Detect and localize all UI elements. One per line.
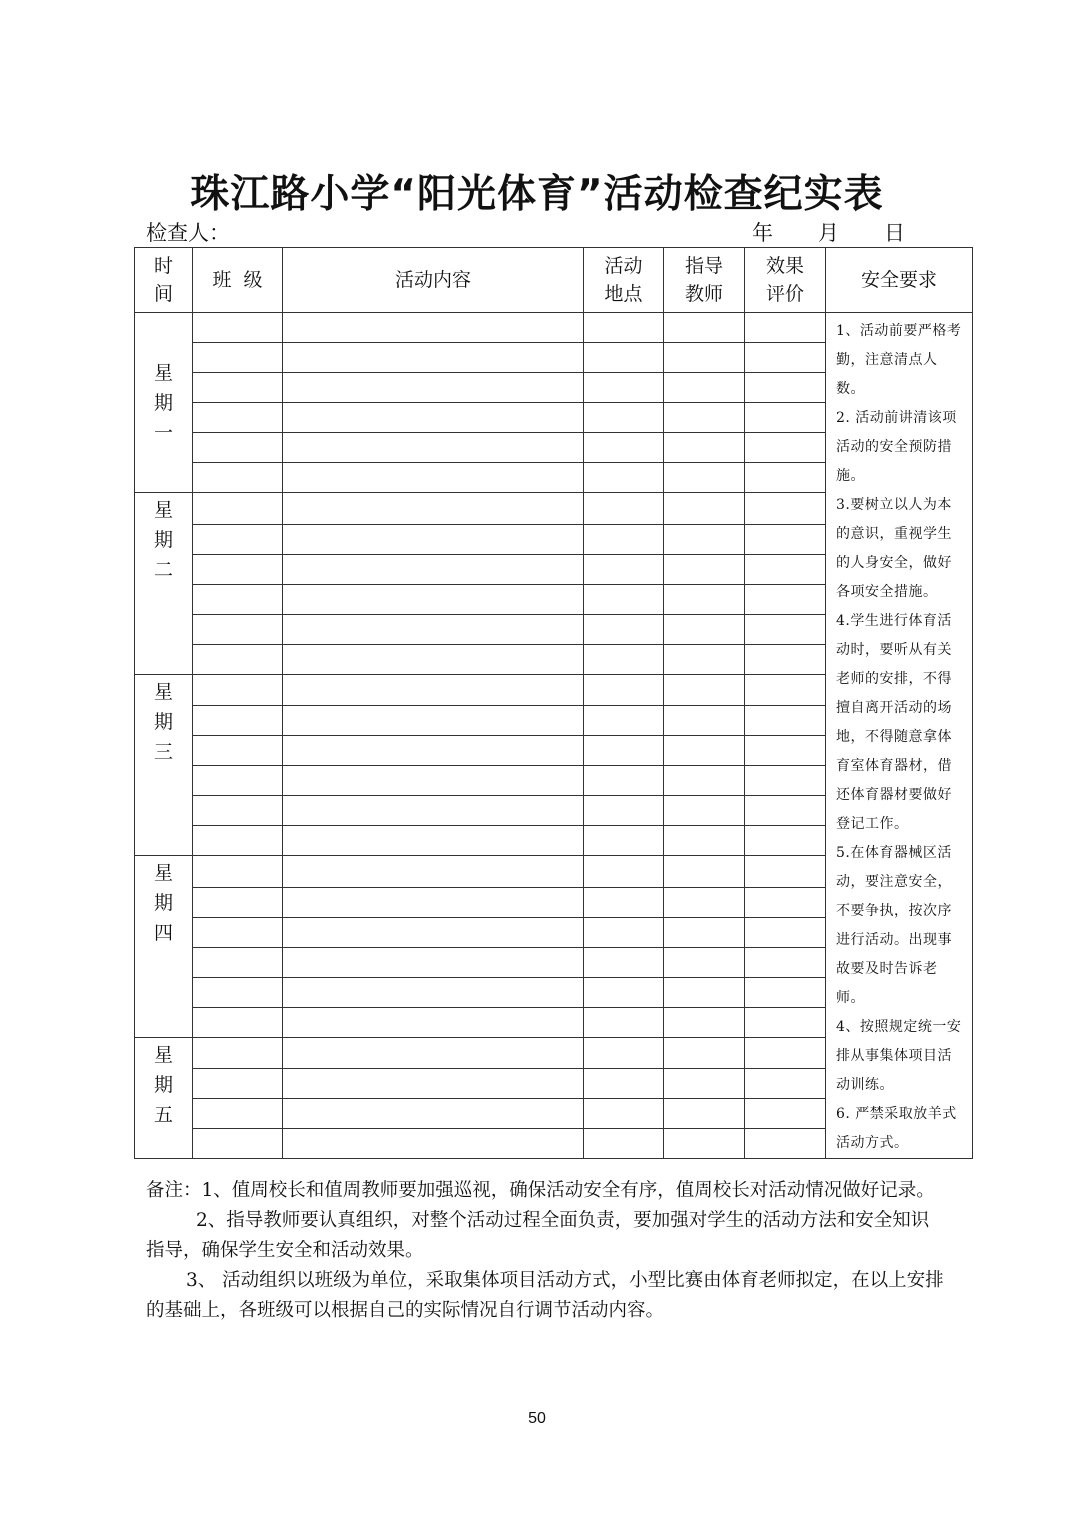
evaluation-cell[interactable] bbox=[745, 463, 826, 493]
header-location: 活动 地点 bbox=[584, 248, 664, 313]
class-cell[interactable] bbox=[193, 826, 283, 856]
location-cell[interactable] bbox=[584, 584, 664, 614]
content-cell[interactable] bbox=[283, 947, 584, 977]
evaluation-cell[interactable] bbox=[745, 313, 826, 343]
note-2: 2、指导教师要认真组织，对整个活动过程全面负责，要加强对学生的活动方法和安全知识指导，确保学生安全和活动效果。 bbox=[146, 1210, 930, 1261]
class-cell[interactable] bbox=[193, 887, 283, 917]
location-cell[interactable] bbox=[584, 614, 664, 644]
teacher-cell[interactable] bbox=[664, 917, 745, 947]
content-cell[interactable] bbox=[283, 313, 584, 343]
location-cell[interactable] bbox=[584, 524, 664, 554]
day-label: 星 期 五 bbox=[135, 1037, 193, 1159]
class-cell[interactable] bbox=[193, 614, 283, 644]
safety-item: 3.要树立以人为本的意识，重视学生的人身安全，做好各项安全措施。 bbox=[836, 497, 952, 600]
teacher-cell[interactable] bbox=[664, 343, 745, 373]
evaluation-cell[interactable] bbox=[745, 826, 826, 856]
class-cell[interactable] bbox=[193, 1007, 283, 1037]
teacher-cell[interactable] bbox=[664, 493, 745, 525]
location-cell[interactable] bbox=[584, 1099, 664, 1129]
class-cell[interactable] bbox=[193, 947, 283, 977]
teacher-cell[interactable] bbox=[664, 706, 745, 736]
evaluation-cell[interactable] bbox=[745, 947, 826, 977]
header-content: 活动内容 bbox=[283, 248, 584, 313]
content-cell[interactable] bbox=[283, 887, 584, 917]
safety-requirements bbox=[826, 313, 973, 1159]
teacher-cell[interactable] bbox=[664, 1037, 745, 1069]
evaluation-cell[interactable] bbox=[745, 403, 826, 433]
teacher-cell[interactable] bbox=[664, 373, 745, 403]
evaluation-cell[interactable] bbox=[745, 796, 826, 826]
evaluation-cell[interactable] bbox=[745, 644, 826, 674]
header-evaluation: 效果 评价 bbox=[745, 248, 826, 313]
evaluation-cell[interactable] bbox=[745, 1037, 826, 1069]
evaluation-cell[interactable] bbox=[745, 1069, 826, 1099]
day-label: 星 期 四 bbox=[135, 856, 193, 1038]
location-cell[interactable] bbox=[584, 1129, 664, 1159]
teacher-cell[interactable] bbox=[664, 674, 745, 706]
teacher-cell[interactable] bbox=[664, 1129, 745, 1159]
evaluation-cell[interactable] bbox=[745, 917, 826, 947]
safety-item: 4.学生进行体育活动时，要听从有关老师的安排，不得擅自离开活动的场地，不得随意拿体育室体育器材，借还体育器材要做好登记工作。 bbox=[836, 613, 952, 832]
evaluation-cell[interactable] bbox=[745, 343, 826, 373]
teacher-cell[interactable] bbox=[664, 1069, 745, 1099]
content-cell[interactable] bbox=[283, 1129, 584, 1159]
teacher-cell[interactable] bbox=[664, 947, 745, 977]
note-1: 备注：1、值周校长和值周教师要加强巡视，确保活动安全有序，值周校长对活动情况做好记录。 bbox=[146, 1180, 935, 1201]
teacher-cell[interactable] bbox=[664, 887, 745, 917]
class-cell[interactable] bbox=[193, 644, 283, 674]
location-cell[interactable] bbox=[584, 1037, 664, 1069]
header-teacher: 指导 教师 bbox=[664, 248, 745, 313]
class-cell[interactable] bbox=[193, 403, 283, 433]
location-cell[interactable] bbox=[584, 706, 664, 736]
content-cell[interactable] bbox=[283, 433, 584, 463]
class-cell[interactable] bbox=[193, 1129, 283, 1159]
header-class: 班 级 bbox=[193, 248, 283, 313]
location-cell[interactable] bbox=[584, 977, 664, 1007]
teacher-cell[interactable] bbox=[664, 1099, 745, 1129]
content-cell[interactable] bbox=[283, 1007, 584, 1037]
teacher-cell[interactable] bbox=[664, 644, 745, 674]
teacher-cell[interactable] bbox=[664, 433, 745, 463]
teacher-cell[interactable] bbox=[664, 977, 745, 1007]
safety-item: 6. 严禁采取放羊式活动方式。 bbox=[836, 1106, 957, 1151]
location-cell[interactable] bbox=[584, 343, 664, 373]
class-cell[interactable] bbox=[193, 1037, 283, 1069]
evaluation-cell[interactable] bbox=[745, 1129, 826, 1159]
location-cell[interactable] bbox=[584, 887, 664, 917]
table-row bbox=[135, 313, 973, 343]
location-cell[interactable] bbox=[584, 373, 664, 403]
evaluation-cell[interactable] bbox=[745, 674, 826, 706]
location-cell[interactable] bbox=[584, 766, 664, 796]
teacher-cell[interactable] bbox=[664, 313, 745, 343]
evaluation-cell[interactable] bbox=[745, 373, 826, 403]
location-cell[interactable] bbox=[584, 1007, 664, 1037]
notes-section bbox=[146, 1176, 946, 1326]
content-cell[interactable] bbox=[283, 1099, 584, 1129]
location-cell[interactable] bbox=[584, 736, 664, 766]
location-cell[interactable] bbox=[584, 493, 664, 525]
date-line bbox=[752, 217, 905, 247]
evaluation-cell[interactable] bbox=[745, 584, 826, 614]
teacher-cell[interactable] bbox=[664, 766, 745, 796]
teacher-cell[interactable] bbox=[664, 584, 745, 614]
class-cell[interactable] bbox=[193, 313, 283, 343]
day-label: 星 期 二 bbox=[135, 493, 193, 675]
evaluation-cell[interactable] bbox=[745, 493, 826, 525]
evaluation-cell[interactable] bbox=[745, 433, 826, 463]
class-cell[interactable] bbox=[193, 917, 283, 947]
day-label: 星 期 一 bbox=[135, 313, 193, 493]
class-cell[interactable] bbox=[193, 977, 283, 1007]
teacher-cell[interactable] bbox=[664, 463, 745, 493]
location-cell[interactable] bbox=[584, 1069, 664, 1099]
content-cell[interactable] bbox=[283, 1069, 584, 1099]
content-cell[interactable] bbox=[283, 1037, 584, 1069]
content-cell[interactable] bbox=[283, 674, 584, 706]
class-cell[interactable] bbox=[193, 766, 283, 796]
content-cell[interactable] bbox=[283, 493, 584, 525]
class-cell[interactable] bbox=[193, 1099, 283, 1129]
teacher-cell[interactable] bbox=[664, 524, 745, 554]
teacher-cell[interactable] bbox=[664, 403, 745, 433]
location-cell[interactable] bbox=[584, 947, 664, 977]
teacher-cell[interactable] bbox=[664, 1007, 745, 1037]
content-cell[interactable] bbox=[283, 403, 584, 433]
teacher-cell[interactable] bbox=[664, 554, 745, 584]
class-cell[interactable] bbox=[193, 706, 283, 736]
evaluation-cell[interactable] bbox=[745, 856, 826, 888]
content-cell[interactable] bbox=[283, 463, 584, 493]
teacher-cell[interactable] bbox=[664, 736, 745, 766]
header-time: 时 间 bbox=[135, 248, 193, 313]
location-cell[interactable] bbox=[584, 674, 664, 706]
content-cell[interactable] bbox=[283, 554, 584, 584]
location-cell[interactable] bbox=[584, 856, 664, 888]
location-cell[interactable] bbox=[584, 403, 664, 433]
inspection-table bbox=[134, 247, 973, 1159]
location-cell[interactable] bbox=[584, 796, 664, 826]
safety-item: 5.在体育器械区活动，要注意安全，不要争执，按次序进行活动。出现事故要及时告诉老师。 bbox=[836, 845, 952, 1006]
evaluation-cell[interactable] bbox=[745, 1007, 826, 1037]
date-day: 日 bbox=[884, 221, 905, 245]
safety-item: 2. 活动前讲清该项活动的安全预防措施。 bbox=[836, 410, 957, 484]
evaluation-cell[interactable] bbox=[745, 554, 826, 584]
class-cell[interactable] bbox=[193, 796, 283, 826]
content-cell[interactable] bbox=[283, 977, 584, 1007]
teacher-cell[interactable] bbox=[664, 614, 745, 644]
evaluation-cell[interactable] bbox=[745, 614, 826, 644]
safety-item: 4、按照规定统一安排从事集体项目活动训练。 bbox=[836, 1019, 962, 1093]
class-cell[interactable] bbox=[193, 674, 283, 706]
class-cell[interactable] bbox=[193, 554, 283, 584]
location-cell[interactable] bbox=[584, 463, 664, 493]
evaluation-cell[interactable] bbox=[745, 1099, 826, 1129]
content-cell[interactable] bbox=[283, 343, 584, 373]
location-cell[interactable] bbox=[584, 644, 664, 674]
header-safety: 安全要求 bbox=[826, 248, 973, 313]
content-cell[interactable] bbox=[283, 736, 584, 766]
evaluation-cell[interactable] bbox=[745, 524, 826, 554]
content-cell[interactable] bbox=[283, 584, 584, 614]
teacher-cell[interactable] bbox=[664, 856, 745, 888]
teacher-cell[interactable] bbox=[664, 796, 745, 826]
location-cell[interactable] bbox=[584, 826, 664, 856]
class-cell[interactable] bbox=[193, 493, 283, 525]
location-cell[interactable] bbox=[584, 313, 664, 343]
class-cell[interactable] bbox=[193, 856, 283, 888]
note-3: 3、 活动组织以班级为单位，采取集体项目活动方式，小型比赛由体育老师拟定，在以上安排的基础上，各班级可以根据自己的实际情况自行调节活动内容。 bbox=[146, 1270, 944, 1321]
content-cell[interactable] bbox=[283, 766, 584, 796]
inspector-label: 检查人： bbox=[146, 221, 230, 245]
page-number: 50 bbox=[528, 1410, 546, 1427]
evaluation-cell[interactable] bbox=[745, 706, 826, 736]
content-cell[interactable] bbox=[283, 826, 584, 856]
content-cell[interactable] bbox=[283, 373, 584, 403]
day-label: 星 期 三 bbox=[135, 674, 193, 856]
content-cell[interactable] bbox=[283, 524, 584, 554]
content-cell[interactable] bbox=[283, 644, 584, 674]
evaluation-cell[interactable] bbox=[745, 766, 826, 796]
class-cell[interactable] bbox=[193, 736, 283, 766]
location-cell[interactable] bbox=[584, 554, 664, 584]
content-cell[interactable] bbox=[283, 706, 584, 736]
class-cell[interactable] bbox=[193, 373, 283, 403]
class-cell[interactable] bbox=[193, 584, 283, 614]
table-header-row bbox=[135, 248, 973, 313]
content-cell[interactable] bbox=[283, 856, 584, 888]
evaluation-cell[interactable] bbox=[745, 977, 826, 1007]
evaluation-cell[interactable] bbox=[745, 736, 826, 766]
class-cell[interactable] bbox=[193, 343, 283, 373]
location-cell[interactable] bbox=[584, 433, 664, 463]
content-cell[interactable] bbox=[283, 796, 584, 826]
class-cell[interactable] bbox=[193, 463, 283, 493]
location-cell[interactable] bbox=[584, 917, 664, 947]
document-title: 珠江路小学“阳光体育”活动检查纪实表 bbox=[190, 172, 884, 217]
content-cell[interactable] bbox=[283, 614, 584, 644]
evaluation-cell[interactable] bbox=[745, 887, 826, 917]
class-cell[interactable] bbox=[193, 524, 283, 554]
class-cell[interactable] bbox=[193, 433, 283, 463]
class-cell[interactable] bbox=[193, 1069, 283, 1099]
date-year: 年 bbox=[752, 221, 773, 245]
teacher-cell[interactable] bbox=[664, 826, 745, 856]
date-month: 月 bbox=[818, 221, 839, 245]
safety-item: 1、活动前要严格考勤，注意清点人数。 bbox=[836, 323, 962, 397]
content-cell[interactable] bbox=[283, 917, 584, 947]
